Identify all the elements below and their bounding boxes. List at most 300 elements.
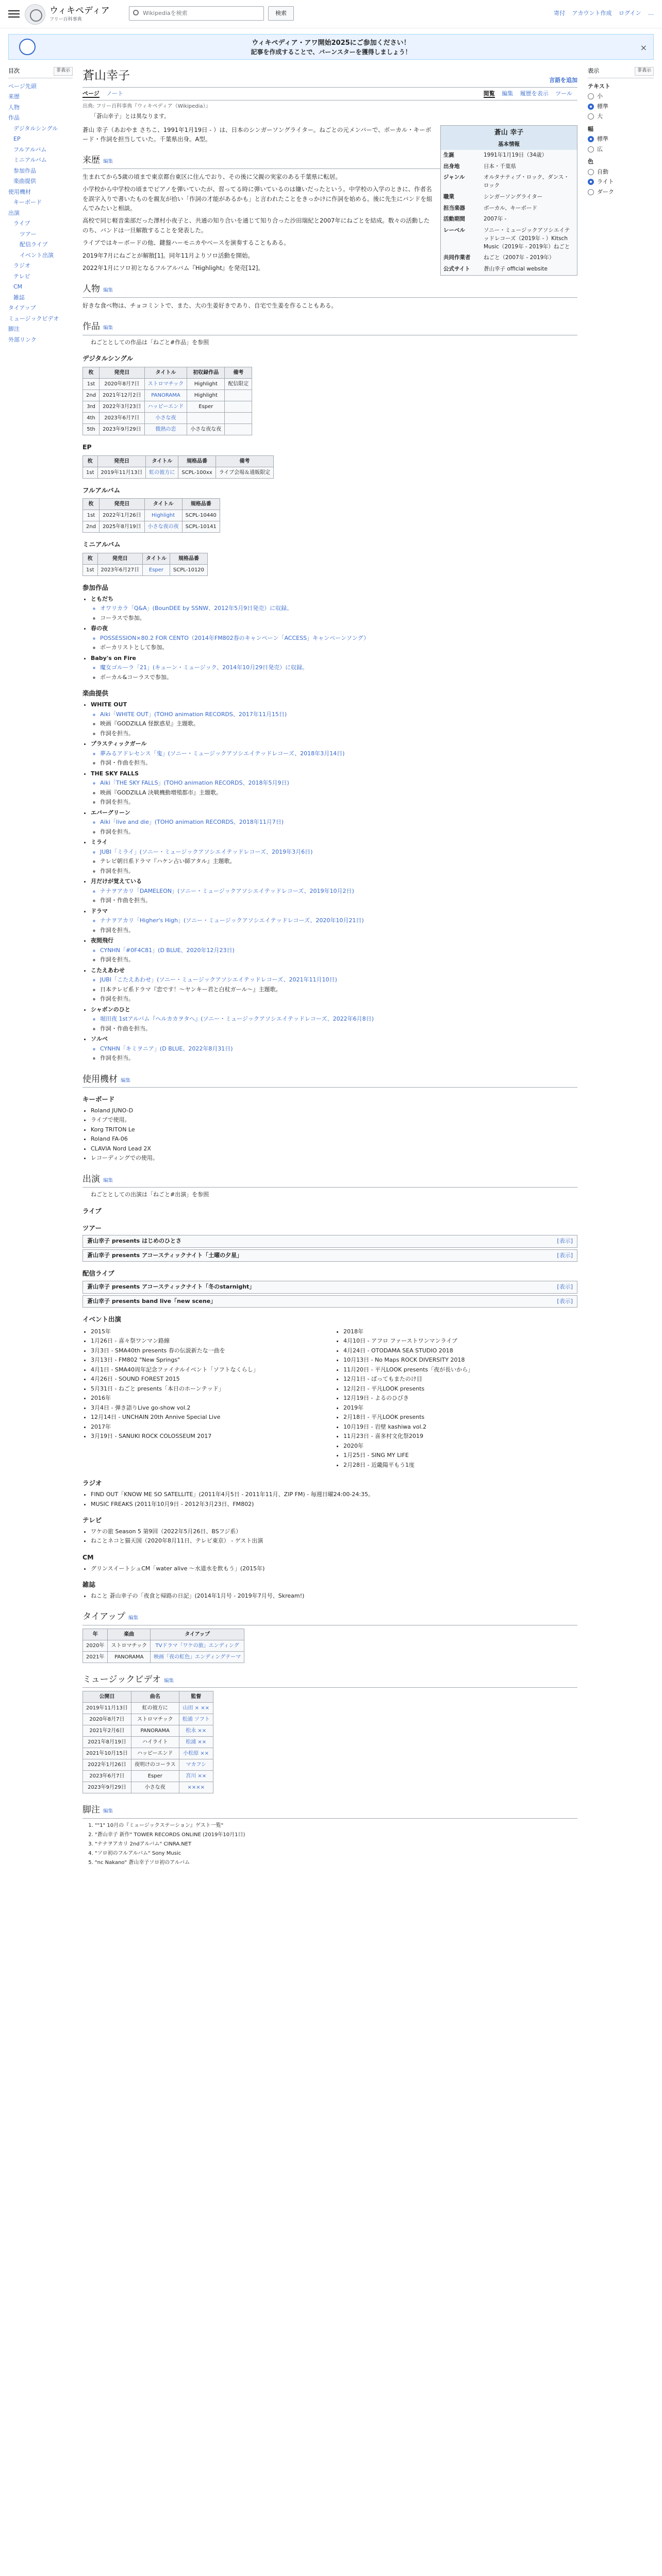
column-header: 枚 <box>83 499 100 510</box>
option-label: ダーク <box>597 188 614 195</box>
table-cell: 虹の彼方に <box>131 1703 179 1714</box>
option-label: 標準 <box>597 103 608 110</box>
item-title: ソルベ <box>91 1036 108 1043</box>
infobox-label: ジャンル <box>443 174 465 181</box>
text-size-large-option[interactable] <box>588 112 654 121</box>
radio-icon[interactable] <box>588 113 594 120</box>
tab-history[interactable]: 履歴を表示 <box>520 90 549 97</box>
list-item: • 4月24日 - OTODAMA SEA STUDIO 2018 <box>343 1347 577 1355</box>
infobox-row <box>441 150 577 161</box>
option-label: ライト <box>597 178 614 185</box>
table-cell: SCPL-10141 <box>182 521 220 533</box>
column-header: 発売日 <box>97 553 143 565</box>
sub-events: イベント出演 <box>82 1315 122 1324</box>
toc-item[interactable]: ツアー <box>20 230 37 238</box>
sub-list <box>100 946 577 964</box>
tab-talk[interactable]: ノート <box>106 90 123 97</box>
toc-item[interactable]: フルアルバム <box>13 146 47 153</box>
show-toggle[interactable]: [表示] <box>557 1251 573 1259</box>
infobox-value: 日本・千葉県 <box>484 163 516 170</box>
color-group <box>588 158 654 196</box>
toc-item[interactable]: ミニアルバム <box>13 157 47 163</box>
sub-item: ◦ ボーカリストとして参加。 <box>100 643 577 652</box>
list-item: • ねこと 蒼山幸子の「夜食と帰路の日記」(2014年1月号 - 2019年7月号、Skream!) <box>91 1592 577 1601</box>
tab-read[interactable]: 閲覧 <box>483 90 495 97</box>
toc-item[interactable]: 作品 <box>8 114 20 121</box>
list-item: • 12月19日 - よるのひびき <box>343 1394 577 1403</box>
sub-item: ◦ 作詞・作曲を担当。 <box>100 759 577 768</box>
width-wide-option[interactable] <box>588 145 654 154</box>
option-label: 標準 <box>597 135 608 142</box>
list-item: • 2015年 <box>91 1328 325 1336</box>
appearance-hide-button[interactable]: 非表示 <box>635 67 654 76</box>
sub-item: ◦ 映画『GODZILLA 決戦機動増殖都市』主題歌。 <box>100 789 577 798</box>
table-row <box>83 1771 213 1782</box>
table-row <box>83 510 220 521</box>
notes-list <box>95 1822 577 1867</box>
column-header: 規格品番 <box>170 553 207 565</box>
edit-link[interactable]: 編集 <box>103 287 113 294</box>
sub-item: ◦ 作詞を担当。 <box>100 730 577 738</box>
item-title: こたえあわせ <box>91 967 125 974</box>
sub-item: ◦ CYNHN「#0F4C81」(D BLUE、2020年12月23日) <box>100 946 577 955</box>
table-cell: 3rd <box>83 401 100 412</box>
table-cell: 小さな夜な夜 <box>187 423 225 435</box>
table-cell: 2021年2月6日 <box>83 1725 131 1737</box>
login-link[interactable]: ログイン <box>619 10 641 16</box>
radio-icon[interactable] <box>588 189 594 195</box>
sub-item: ◦ 作詞・作曲を担当。 <box>100 896 577 905</box>
section-heading: タイアップ <box>82 1612 125 1622</box>
item-title: ミライ <box>91 839 108 846</box>
list-item <box>91 1035 577 1063</box>
column-header: 規格品番 <box>182 499 220 510</box>
edit-link[interactable]: 編集 <box>128 1615 138 1621</box>
table-cell: SCPL-100xx <box>178 467 216 478</box>
edit-link[interactable]: 編集 <box>103 325 113 331</box>
toc-item[interactable]: ページ先頭 <box>8 82 37 90</box>
toc-item[interactable]: 外部リンク <box>8 336 37 343</box>
toc-heading: 目次 <box>8 67 20 74</box>
toc-hide-button[interactable]: 非表示 <box>54 67 73 76</box>
list-item <box>91 907 577 935</box>
article-content <box>82 67 577 1868</box>
appearance-heading: 表示 <box>588 67 599 74</box>
table-row <box>83 1640 244 1651</box>
toc-item[interactable]: 出演 <box>8 209 20 216</box>
list-item <box>91 967 577 1004</box>
works-hatnote: ねごととしての作品は「ねごと#作品」を参照 <box>91 338 209 346</box>
data-table <box>82 367 252 435</box>
infobox-label: 公式サイト <box>443 266 470 272</box>
sub-item: ◦ 夢みるアドレセンス「鬼」(ソニー・ミュージックアソシエイテッドレコーズ、2018年3月14日) <box>100 750 577 758</box>
radio-selected-icon[interactable] <box>588 104 594 110</box>
sub-keyboard: キーボード <box>82 1095 115 1104</box>
career-paragraph: ライブではキーボードの他、鍵盤ハーモニカやベースを演奏することもある。 <box>82 239 290 247</box>
sub-list <box>100 634 577 652</box>
list-item: • 3月19日 - SANUKI ROCK COLOSSEUM 2017 <box>91 1432 325 1441</box>
toc-item[interactable]: EP <box>13 135 21 142</box>
section-person <box>82 283 577 298</box>
banner-title[interactable]: ウィキペディア・アワ開始2025にご参加ください！ <box>252 39 410 47</box>
table-header-row <box>83 455 274 467</box>
column-header: タイトル <box>143 553 170 565</box>
sub-radio: ラジオ <box>82 1479 102 1487</box>
toc-item[interactable]: テレビ <box>13 273 30 280</box>
infobox-row <box>441 203 577 214</box>
column-header: 発売日 <box>100 499 145 510</box>
table-row <box>83 412 252 423</box>
sub-list <box>100 917 577 935</box>
radio-icon[interactable] <box>588 169 594 175</box>
list-item: • ライブで使用。 <box>91 1116 577 1125</box>
infobox-value: シンガーソングライター <box>484 193 543 200</box>
search-button[interactable]: 検索 <box>268 6 294 21</box>
table-cell: Esper <box>187 401 225 412</box>
list-item: • 3月3日 - SMA40th presents 春の伝説新たな一曲を <box>91 1347 325 1355</box>
sub-item: ◦ POSSESSION×80.2 FOR CENTO（2014年FM802春のキャンペーン「ACCESS」キャンペーンソング） <box>100 634 577 643</box>
radio-selected-icon[interactable] <box>588 136 594 142</box>
section-heading: 出演 <box>82 1174 100 1184</box>
donate-link[interactable]: 寄付 <box>554 10 566 16</box>
ep-table <box>82 455 577 479</box>
text-size-standard-option[interactable] <box>588 103 654 111</box>
text-size-title: テキスト <box>588 82 610 90</box>
table-header-row <box>83 499 220 510</box>
table-row <box>83 1737 213 1748</box>
sub-list <box>100 604 577 622</box>
participation-list <box>91 595 577 682</box>
list-item <box>91 838 577 875</box>
table-cell: ×××× <box>179 1782 213 1793</box>
infobox <box>440 125 577 276</box>
page-tabs <box>82 88 577 101</box>
item-title: WHITE OUT <box>91 701 127 708</box>
sub-item: ◦ ナナヲアカリ「Higher's High」(ソニー・ミュージックアソシエイテッドレコーズ、2020年10月21日) <box>100 917 577 925</box>
table-row <box>83 565 208 576</box>
toc-item[interactable]: ミュージックビデオ <box>8 315 59 322</box>
column-header: 備考 <box>225 367 252 378</box>
toc-item[interactable]: 脚注 <box>8 326 20 332</box>
sub-list <box>100 848 577 876</box>
toc-item[interactable]: イベント出演 <box>20 251 54 259</box>
infobox-label: 共同作業者 <box>443 255 471 261</box>
toc-item[interactable]: CM <box>13 283 23 290</box>
column-header: タイトル <box>144 499 182 510</box>
list-item: • 10月19日 - 岩壁 kashiwa vol.2 <box>343 1423 577 1432</box>
column-header: 枚 <box>83 367 100 378</box>
table-cell: Highlight <box>187 378 225 389</box>
toc-item[interactable]: ラジオ <box>13 262 30 269</box>
edit-link[interactable]: 編集 <box>163 1677 174 1684</box>
sub-tv: テレビ <box>82 1516 102 1524</box>
infobox-label: 担当楽器 <box>443 205 465 211</box>
list-item <box>91 595 577 623</box>
data-table <box>82 498 220 533</box>
appearance-panel <box>588 67 654 198</box>
color-dark-option[interactable] <box>588 188 654 197</box>
toc-item[interactable]: キーボード <box>13 199 42 206</box>
full-album-table <box>82 498 577 533</box>
toc-item[interactable]: 楽曲提供 <box>13 178 36 184</box>
infobox-value: 蒼山幸子 official website <box>484 266 548 272</box>
item-title: THE SKY FALLS <box>91 770 139 777</box>
sub-item: ◦ 作詞を担当。 <box>100 926 577 935</box>
sub-item: ◦ コーラスで参加。 <box>100 614 577 623</box>
event-list-right <box>343 1328 577 1470</box>
table-row <box>83 521 220 533</box>
list-item: • Korg TRITON Le <box>91 1126 577 1134</box>
show-toggle[interactable]: [表示] <box>557 1238 573 1245</box>
list-item: • 12月1日 - ばってもまたのけ目 <box>343 1375 577 1384</box>
sub-item: ◦ 作詞を担当。 <box>100 828 577 837</box>
sub-item: ◦ 作詞・作曲を担当。 <box>100 1025 577 1033</box>
toc-item[interactable]: タイアップ <box>8 304 36 311</box>
list-item: • 2019年 <box>343 1404 577 1413</box>
hatnote: 「蒼山幸子」とは異なります。 <box>91 113 170 120</box>
career-paragraph: 生まれてから5歳の頃まで東京都台東区に住んでおり、その後に父親の実家のある千葉県に転居。 <box>82 173 341 180</box>
table-cell: 微熱の恋 <box>144 423 187 435</box>
option-label: 広 <box>597 145 603 152</box>
table-cell <box>225 412 252 423</box>
sub-list <box>100 750 577 768</box>
infobox-row <box>441 192 577 203</box>
text-size-small-option[interactable] <box>588 92 654 101</box>
radio-icon[interactable] <box>588 93 594 99</box>
table-cell: ストロマチック <box>144 378 187 389</box>
table-cell: 2021年10月15日 <box>83 1748 131 1759</box>
infobox-label: 出身地 <box>443 163 460 170</box>
table-cell: SCPL-10120 <box>170 565 207 576</box>
toc-item[interactable]: 雑誌 <box>13 294 25 301</box>
tab-page[interactable]: ページ <box>82 90 100 97</box>
cm-list <box>91 1565 577 1573</box>
show-toggle[interactable]: [表示] <box>557 1297 573 1304</box>
width-standard-option[interactable] <box>588 135 654 144</box>
section-gear <box>82 1073 577 1088</box>
data-table <box>82 1691 213 1793</box>
data-table <box>82 553 208 576</box>
table-cell: 虹の彼方に <box>146 467 178 478</box>
toc-item[interactable]: 参加作品 <box>13 167 36 174</box>
table-header-row <box>83 367 252 378</box>
table-of-contents <box>8 67 73 345</box>
table-row <box>83 389 252 401</box>
note-item: 2. "蒼山幸子 新作" TOWER RECORDS ONLINE (2019年10月1日) <box>95 1831 577 1839</box>
sub-list <box>100 779 577 807</box>
list-item: • 12月2日 - 平凡LOOK presents <box>343 1385 577 1394</box>
infobox-value: 1991年1月19日（34歳） <box>484 151 548 158</box>
toc-item[interactable]: デジタルシングル <box>13 125 58 132</box>
list-item <box>91 937 577 964</box>
language-button[interactable]: 言語を追加 <box>549 77 577 83</box>
banner-subtitle: 記事を作成することで、バーンスターを獲得しましょう！ <box>251 48 411 56</box>
gear-list <box>91 1107 577 1163</box>
section-works <box>82 320 577 335</box>
table-cell: 松浦 ×× <box>179 1737 213 1748</box>
toc-item[interactable]: ライブ <box>13 220 30 227</box>
table-cell: 4th <box>83 412 100 423</box>
column-header: 監督 <box>179 1691 213 1703</box>
table-cell: 2023年6月27日 <box>97 565 143 576</box>
source-note: 出典: フリー百科事典『ウィキペディア（Wikipedia）』 <box>82 104 211 109</box>
page-title <box>82 67 577 88</box>
lead-paragraph: 蒼山 幸子（あおやま さちこ、1991年1月19日 - ）は、日本のシンガーソングライター。ねごとの元メンバーで、ボーカル・キーボード・作詞を担当していた。千葉県出身。A型。 <box>82 126 432 143</box>
infobox-row <box>441 214 577 225</box>
toc-item[interactable]: 配信ライブ <box>20 241 48 248</box>
sub-item: ◦ ナナヲアカリ「DAMELEON」(ソニー・ミュージックアソシエイテッドレコーズ、2019年10月2日) <box>100 887 577 896</box>
section-appearance <box>82 1173 577 1188</box>
sub-tour: ツアー <box>82 1224 102 1232</box>
option-label: 大 <box>597 113 603 120</box>
person-paragraph: 好きな食べ物は、チョコミントで、また、大の生姜好きであり、自宅で生姜を作ることもある。 <box>82 301 337 309</box>
option-label: 小 <box>597 93 603 99</box>
table-cell: 2nd <box>83 521 100 533</box>
table-cell: マカフシ <box>179 1759 213 1771</box>
table-cell: ハッピーエンド <box>131 1748 179 1759</box>
table-cell: 2023年6月7日 <box>100 412 145 423</box>
infobox-label: レーベル <box>443 227 465 233</box>
tour-title: 蒼山幸子 presents band live「new scene」 <box>87 1297 217 1304</box>
column-header: 年 <box>83 1629 108 1640</box>
edit-link[interactable]: 編集 <box>103 1808 113 1815</box>
table-row <box>83 401 252 412</box>
wikipedia-logo[interactable] <box>25 4 45 25</box>
section-notes <box>82 1804 577 1819</box>
list-item: • 5月31日 - ねごと presents「本日のホーンテッド」 <box>91 1385 325 1394</box>
edit-link[interactable]: 編集 <box>103 1177 113 1183</box>
create-account-link[interactable]: アカウント作成 <box>572 10 612 16</box>
close-icon[interactable]: × <box>640 43 647 53</box>
list-item: • ねことネコと猫天国（2020年8月11日、テレビ東京） - ゲスト出演 <box>91 1537 577 1546</box>
table-header-row <box>83 1629 244 1640</box>
event-list-left <box>91 1328 325 1441</box>
edit-link[interactable]: 編集 <box>103 159 113 165</box>
list-item: • 2016年 <box>91 1394 325 1403</box>
sub-item: ◦ 作詞を担当。 <box>100 956 577 964</box>
event-columns <box>82 1327 577 1472</box>
sub-item: ◦ 作詞を担当。 <box>100 995 577 1004</box>
appearance-hatnote: ねごととしての出演は「ねごと#出演」を参照 <box>91 1191 209 1198</box>
column-header: タイトル <box>146 455 178 467</box>
table-row <box>83 1748 213 1759</box>
table-cell: 2022年1月26日 <box>83 1759 131 1771</box>
note-item: 4. "ソロ初のフルアルバム" Sony Music <box>95 1850 577 1857</box>
list-item <box>91 624 577 652</box>
table-cell: 2025年8月19日 <box>100 521 145 533</box>
infobox-row <box>441 225 577 252</box>
table-cell: 1st <box>83 378 100 389</box>
edit-link[interactable]: 編集 <box>121 1077 131 1083</box>
tab-tools[interactable]: ツール <box>555 90 572 97</box>
table-cell: 1st <box>83 467 98 478</box>
list-item: • 4月1日 - SMA40周年記念ファイナルイベント「ソフトなくらし」 <box>91 1366 325 1375</box>
list-item: • 2月28日 - 近畿陽平もう1度 <box>343 1461 577 1470</box>
more-icon[interactable]: … <box>648 10 654 16</box>
user-links <box>549 9 654 18</box>
show-toggle[interactable]: [表示] <box>557 1283 573 1291</box>
toc-item[interactable]: 人物 <box>8 104 20 111</box>
table-cell: PANORAMA <box>108 1651 151 1663</box>
section-heading: ミュージックビデオ <box>82 1674 161 1685</box>
column-header: 楽曲 <box>108 1629 151 1640</box>
menu-icon[interactable] <box>8 8 20 20</box>
toc-item[interactable]: 来歴 <box>8 93 20 100</box>
table-row <box>83 1714 213 1725</box>
table-cell: 山田 × ×× <box>179 1703 213 1714</box>
search-input[interactable]: Wikipediaを検索 <box>129 6 264 21</box>
color-light-option[interactable] <box>588 178 654 187</box>
list-item: • Roland FA-06 <box>91 1135 577 1144</box>
sub-item: ◦ JUBI「こたえあわせ」(ソニー・ミュージックアソシエイテッドレコーズ、2021年11月10日) <box>100 976 577 985</box>
infobox-row <box>441 252 577 264</box>
songs-list <box>91 701 577 1063</box>
list-item <box>91 654 577 682</box>
toc-item[interactable]: 使用機材 <box>8 188 31 195</box>
table-cell: ストロマチック <box>131 1714 179 1725</box>
column-header: タイアップ <box>151 1629 244 1640</box>
table-cell: SCPL-10440 <box>182 510 220 521</box>
table-cell: 5th <box>83 423 100 435</box>
table-cell: 2020年 <box>83 1640 108 1651</box>
list-item: • MUSIC FREAKS (2011年10月9日 - 2012年3月23日、FM802) <box>91 1500 577 1509</box>
column-header: 備考 <box>216 455 273 467</box>
sub-item: ◦ 作詞を担当。 <box>100 798 577 807</box>
tab-edit[interactable]: 編集 <box>502 90 514 97</box>
list-item: • 10月13日 - No Maps ROCK DIVERSITY 2018 <box>343 1356 577 1365</box>
tour-title: 蒼山幸子 presents アコースティックナイト「土曜の夕星」 <box>87 1251 243 1259</box>
sub-item: ◦ Aiki「THE SKY FALLS」(TOHO animation RECORDS、2018年5月9日) <box>100 779 577 788</box>
table-cell: 2021年8月19日 <box>83 1737 131 1748</box>
table-cell: Highlight <box>187 389 225 401</box>
color-auto-option[interactable] <box>588 168 654 177</box>
table-cell: PANORAMA <box>131 1725 179 1737</box>
tour-title: 蒼山幸子 presents はじめのひとさ <box>87 1238 182 1245</box>
table-cell: 2023年6月7日 <box>83 1771 131 1782</box>
list-item <box>91 740 577 768</box>
list-item: • CLAVIA Nord Lead 2X <box>91 1145 577 1154</box>
table-cell: 2020年8月7日 <box>83 1714 131 1725</box>
table-cell: PANORAMA <box>144 389 187 401</box>
list-item: • 2020年 <box>343 1442 577 1451</box>
sub-item: ◦ 魔女ゴルーラ「21」(キューン・ミュージック、2014年10月29日発売）に収録。 <box>100 664 577 672</box>
sub-item: ◦ Aiki「live and die」(TOHO animation RECORDS、2018年11月7日) <box>100 818 577 827</box>
section-heading: 使用機材 <box>82 1074 118 1084</box>
item-title: 春の夜 <box>91 625 108 632</box>
list-item: • 1月26日 - 喜々祭ワンマン路線 <box>91 1337 325 1346</box>
wordmark[interactable]: ウィキペディア <box>49 6 110 16</box>
sub-item: ◦ 映画『GODZILLA 怪獣惑星』主題歌。 <box>100 720 577 728</box>
table-row <box>83 423 252 435</box>
infobox-row <box>441 264 577 275</box>
radio-icon[interactable] <box>588 146 594 152</box>
sub-mini-album: ミニアルバム <box>82 540 121 549</box>
infobox-label: 生誕 <box>443 151 454 158</box>
note-item: 3. "ナナヲアカリ 2ndアルバム" CINRA.NET <box>95 1840 577 1848</box>
list-item <box>91 1006 577 1033</box>
appearance-header <box>588 67 654 78</box>
sub-magazine: 雑誌 <box>82 1581 96 1589</box>
sub-list <box>100 976 577 1004</box>
sub-cm: CM <box>82 1553 94 1561</box>
radio-selected-icon[interactable] <box>588 179 594 185</box>
column-header: 公開日 <box>83 1691 131 1703</box>
list-item: • レコーディングでの使用。 <box>91 1154 577 1163</box>
table-cell: Esper <box>131 1771 179 1782</box>
list-item: • FIND OUT「KNOW ME SO SATELLITE」(2011年4月5日 - 2011年11月、ZIP FM) - 毎週日曜24:00-24:35。 <box>91 1490 577 1499</box>
list-item: • Roland JUNO-D <box>91 1107 577 1115</box>
section-tieup <box>82 1611 577 1625</box>
